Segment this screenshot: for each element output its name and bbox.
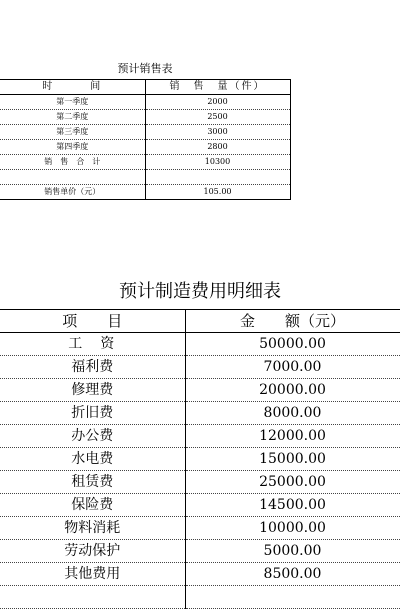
mfg-amount-cell: 12000.00 <box>185 425 400 448</box>
mfg-amount-cell: 14500.00 <box>185 494 400 517</box>
mfg-item-cell: 劳动保护 <box>0 540 185 563</box>
sales-total-label: 销 售 合 计 <box>0 155 145 170</box>
sales-period-cell: 第二季度 <box>0 110 145 125</box>
sales-volume-cell: 2800 <box>145 140 290 155</box>
table-row <box>0 379 400 402</box>
table-row <box>0 356 400 379</box>
mfg-item-cell: 保险费 <box>0 494 185 517</box>
sales-header-volume: 销 售 量（件） <box>145 80 290 95</box>
mfg-item-cell: 折旧费 <box>0 402 185 425</box>
table-row <box>0 170 290 185</box>
table-row <box>0 110 290 125</box>
mfg-header-item: 项 目 <box>0 310 185 333</box>
mfg-amount-cell: 8500.00 <box>185 563 400 586</box>
table-row <box>0 563 400 586</box>
mfg-item-cell: 工 资 <box>0 333 185 356</box>
table-row <box>0 185 290 200</box>
sales-volume-cell: 2000 <box>145 95 290 110</box>
mfg-amount-cell: 10000.00 <box>185 517 400 540</box>
mfg-item-cell: 水电费 <box>0 448 185 471</box>
mfg-table-header-row <box>0 310 400 333</box>
table-row <box>0 494 400 517</box>
table-row <box>0 402 400 425</box>
table-row <box>0 95 290 110</box>
sales-period-cell: 第一季度 <box>0 95 145 110</box>
sales-unit-price-label: 销售单价（元） <box>0 185 145 200</box>
table-row <box>0 425 400 448</box>
mfg-empty-cell <box>185 586 400 609</box>
sales-volume-cell: 3000 <box>145 125 290 140</box>
table-row <box>0 155 290 170</box>
table-row <box>0 471 400 494</box>
mfg-expense-table <box>0 309 400 609</box>
mfg-item-cell: 福利费 <box>0 356 185 379</box>
table-row <box>0 333 400 356</box>
table-row <box>0 140 290 155</box>
sales-header-period: 时 间 <box>0 80 145 95</box>
table-row <box>0 125 290 140</box>
sales-empty-cell <box>145 170 290 185</box>
sales-total-value: 10300 <box>145 155 290 170</box>
table-row <box>0 448 400 471</box>
mfg-amount-cell: 8000.00 <box>185 402 400 425</box>
table-row <box>0 586 400 609</box>
mfg-item-cell: 其他费用 <box>0 563 185 586</box>
mfg-empty-cell <box>0 586 185 609</box>
mfg-header-amount: 金 额（元） <box>185 310 400 333</box>
mfg-item-cell: 修理费 <box>0 379 185 402</box>
sales-empty-cell <box>0 170 145 185</box>
mfg-amount-cell: 20000.00 <box>185 379 400 402</box>
sales-volume-cell: 2500 <box>145 110 290 125</box>
sales-period-cell: 第四季度 <box>0 140 145 155</box>
sales-table-title: 预计销售表 <box>117 62 173 75</box>
mfg-table-title: 预计制造费用明细表 <box>119 281 281 302</box>
mfg-amount-cell: 25000.00 <box>185 471 400 494</box>
sales-table-header-row <box>0 80 290 95</box>
mfg-item-cell: 物料消耗 <box>0 517 185 540</box>
table-row <box>0 540 400 563</box>
mfg-amount-cell: 5000.00 <box>185 540 400 563</box>
sales-unit-price-value: 105.00 <box>145 185 290 200</box>
table-row <box>0 517 400 540</box>
mfg-item-cell: 办公费 <box>0 425 185 448</box>
mfg-amount-cell: 50000.00 <box>185 333 400 356</box>
mfg-amount-cell: 15000.00 <box>185 448 400 471</box>
sales-period-cell: 第三季度 <box>0 125 145 140</box>
mfg-amount-cell: 7000.00 <box>185 356 400 379</box>
mfg-item-cell: 租赁费 <box>0 471 185 494</box>
sales-table <box>0 79 291 200</box>
